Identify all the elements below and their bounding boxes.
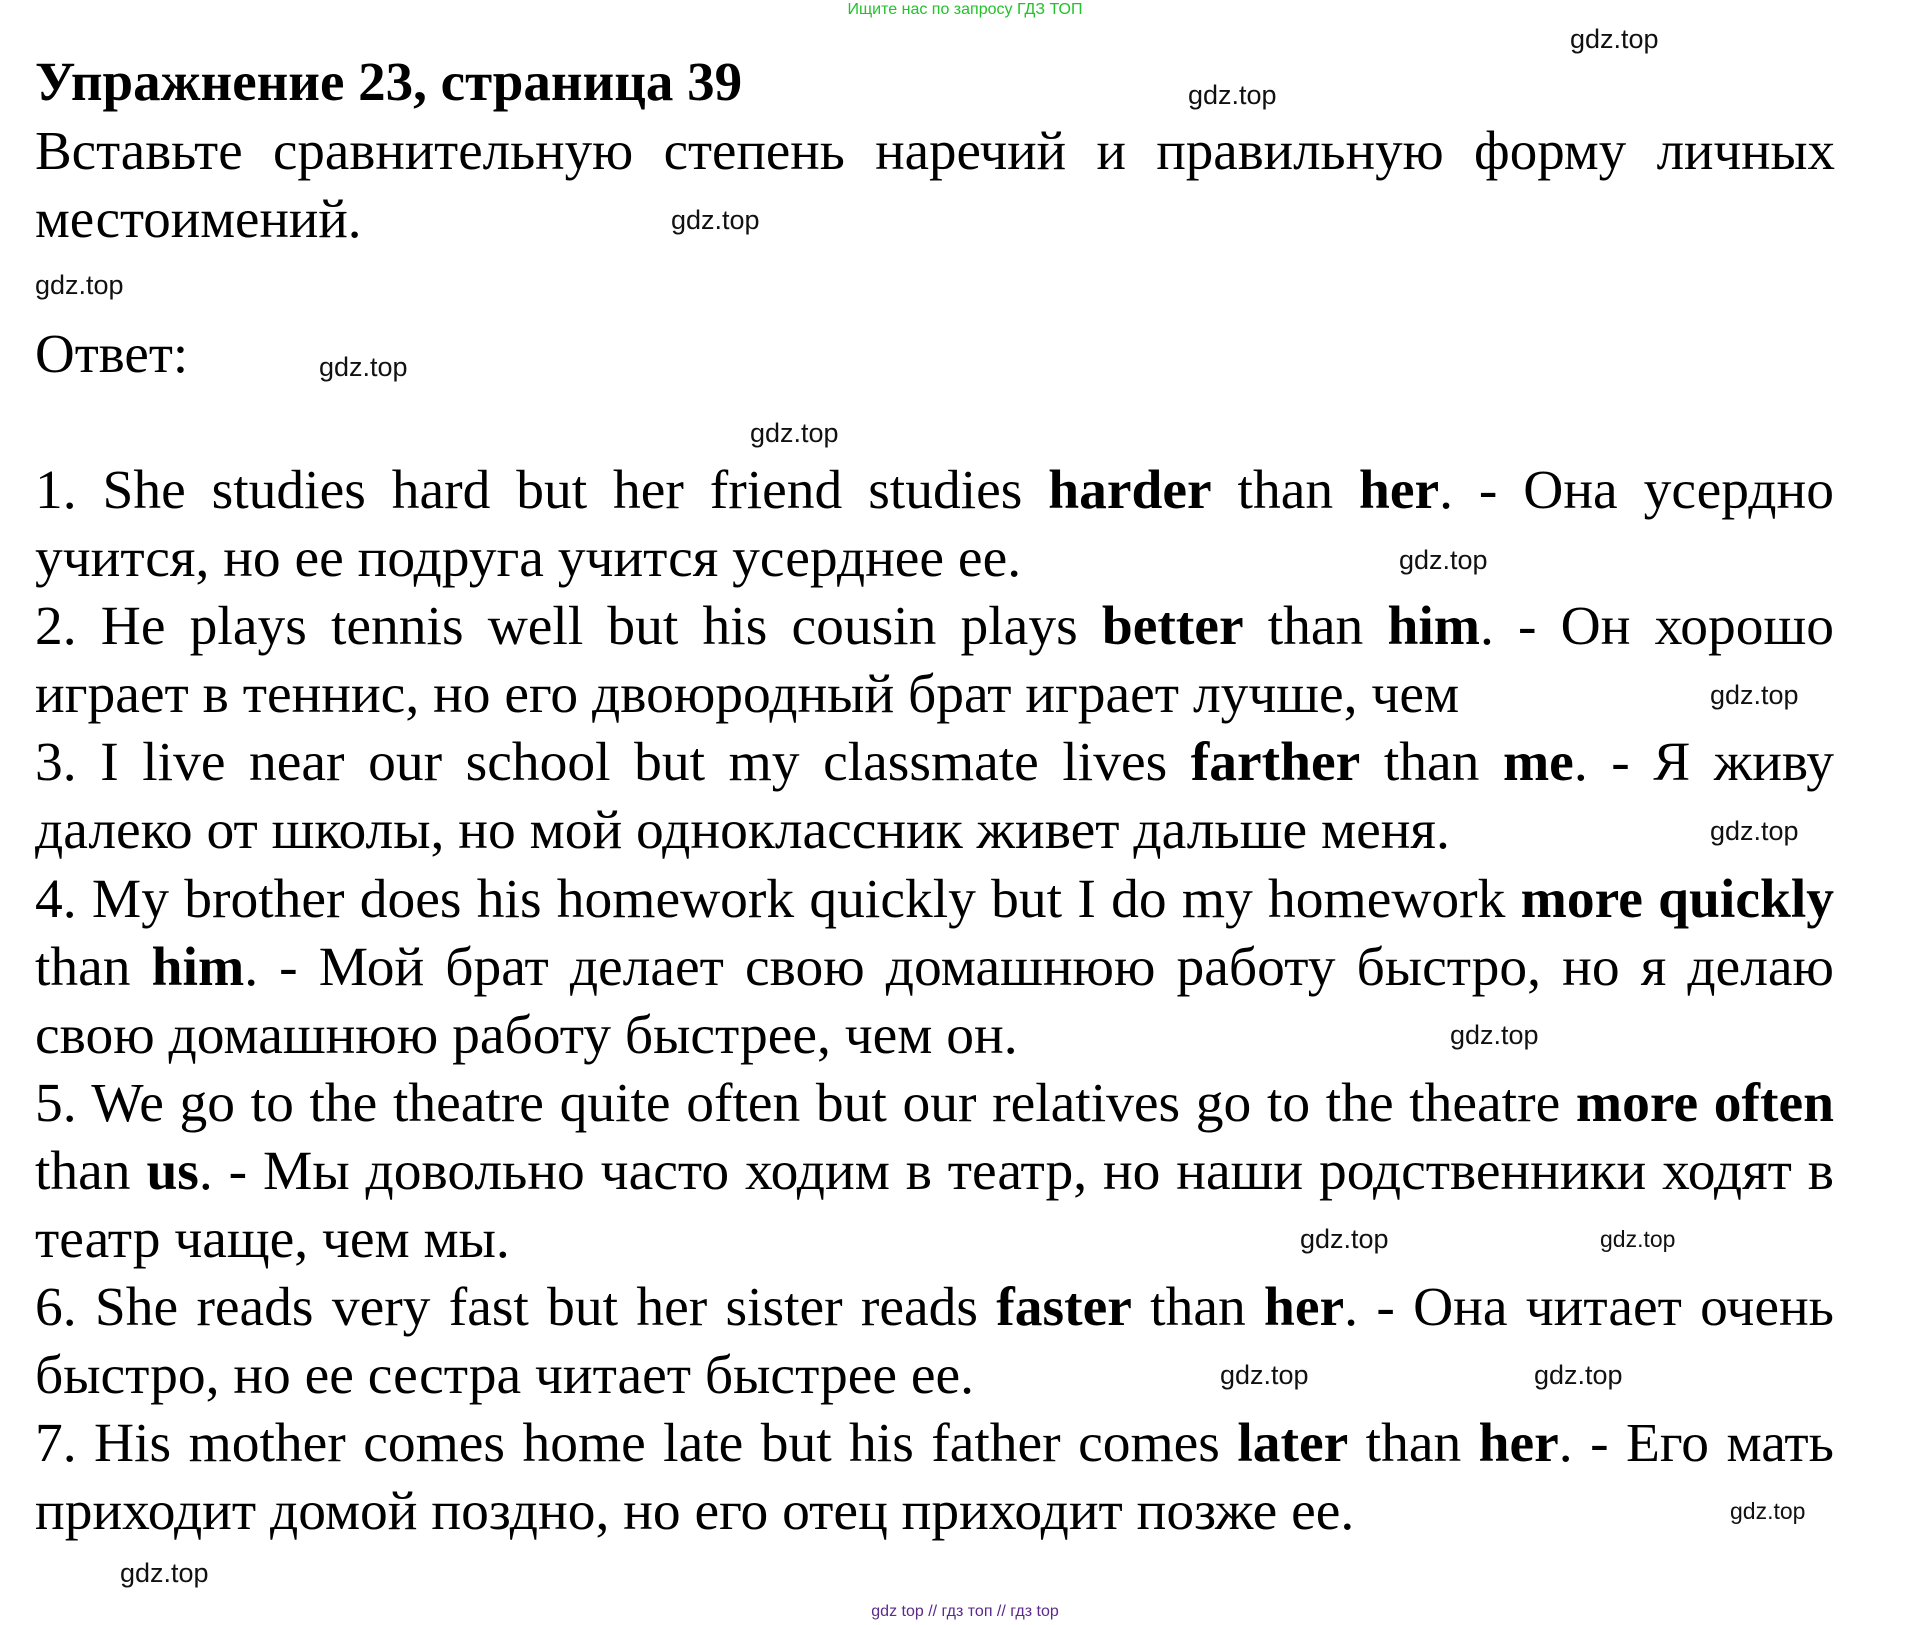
watermark: gdz.top	[1534, 1360, 1623, 1390]
watermark: gdz.top	[35, 270, 124, 300]
watermark: gdz.top	[1570, 24, 1659, 54]
answer-text: . - Я живу далеко от школы, но мой одноклассник живет дальше меня.	[35, 732, 1834, 862]
watermark: gdz.top	[1220, 1360, 1309, 1390]
watermark: gdz.top	[1710, 816, 1799, 846]
answer-text: than	[1360, 732, 1503, 794]
answer-text: . - Она усердно учится, но ее подруга учится усерднее ее.	[35, 460, 1834, 590]
answer-item	[35, 1070, 1834, 1274]
watermark: gdz.top	[120, 1558, 209, 1588]
answer-item	[35, 866, 1834, 1070]
watermark: gdz.top	[1600, 1226, 1676, 1252]
answer-item	[35, 1410, 1834, 1546]
answer-highlight: faster	[996, 1277, 1132, 1339]
answer-text: 6. She reads very fast but her sister reads	[35, 1277, 997, 1339]
answer-text: than	[35, 936, 152, 998]
answer-highlight: her	[1264, 1277, 1345, 1339]
exercise-title: Упражнение 23, страница 39	[35, 51, 743, 112]
answer-text: 5. We go to the theatre quite often but our relatives go to the theatre	[35, 1072, 1576, 1134]
answer-highlight: her	[1478, 1413, 1559, 1475]
answer-text: 1. She studies hard but her friend studies	[35, 460, 1049, 521]
answer-highlight: more often	[1575, 1072, 1834, 1134]
answer-item	[35, 457, 1834, 593]
answer-item	[35, 593, 1834, 729]
answer-highlight: farther	[1190, 732, 1361, 794]
answer-highlight: us	[146, 1140, 199, 1202]
watermark: gdz.top	[1710, 680, 1799, 710]
answer-text: . - Мой брат делает свою домашнюю работу быстро, но я делаю свою домашнюю работу быстрее, чем он.	[35, 936, 1834, 1066]
answer-text: . - Мы довольно часто ходим в театр, но наши родственники ходят в театр чаще, чем мы.	[35, 1140, 1835, 1271]
answer-text: than	[1131, 1277, 1265, 1339]
answer-text: 3. I live near our school but my classmate lives	[35, 732, 1191, 794]
answer-highlight: him	[151, 936, 245, 998]
answer-highlight: him	[1387, 596, 1480, 658]
watermark: gdz.top	[319, 352, 408, 382]
answer-highlight: harder	[1048, 460, 1212, 521]
answer-highlight: later	[1237, 1413, 1349, 1475]
answer-text: 4. My brother does his homework quickly but I do my homework	[35, 868, 1521, 930]
answer-text: than	[1211, 460, 1359, 521]
watermark: gdz.top	[1300, 1224, 1389, 1254]
answer-highlight: better	[1101, 596, 1244, 658]
exercise-instruction: Вставьте сравнительную степень наречий и правильную форму личных местоимений.	[35, 120, 1835, 249]
search-hint-banner: Ищите нас по запросу ГДЗ ТОП	[847, 1, 1083, 18]
watermark: gdz.top	[671, 205, 760, 235]
answer-highlight: me	[1502, 732, 1574, 794]
answer-text: . - Он хорошо играет в теннис, но его двоюродный брат играет лучше, чем	[35, 596, 1835, 726]
watermark: gdz.top	[1188, 80, 1277, 110]
watermark: gdz.top	[750, 418, 839, 448]
watermark: gdz.top	[1450, 1020, 1539, 1050]
answer-text: than	[35, 1140, 147, 1202]
answer-text: . - Она читает очень быстро, но ее сестра читает быстрее ее.	[35, 1277, 1834, 1407]
answer-label: Ответ:	[35, 323, 189, 384]
watermark: gdz.top	[1730, 1498, 1806, 1524]
answer-highlight: her	[1359, 460, 1440, 521]
answer-highlight: more quickly	[1520, 868, 1835, 930]
watermark: gdz.top	[1399, 545, 1488, 575]
footer-links: gdz top // гдз топ // гдз top	[871, 1603, 1059, 1620]
answer-text: than	[1348, 1413, 1479, 1475]
answer-text: . - Его мать приходит домой поздно, но его отец приходит позже ее.	[35, 1413, 1834, 1543]
answer-item	[35, 729, 1834, 865]
answer-text: 7. His mother comes home late but his father comes	[35, 1413, 1238, 1475]
answer-text: 2. He plays tennis well but his cousin plays	[35, 596, 1102, 658]
answer-text: than	[1243, 596, 1388, 658]
